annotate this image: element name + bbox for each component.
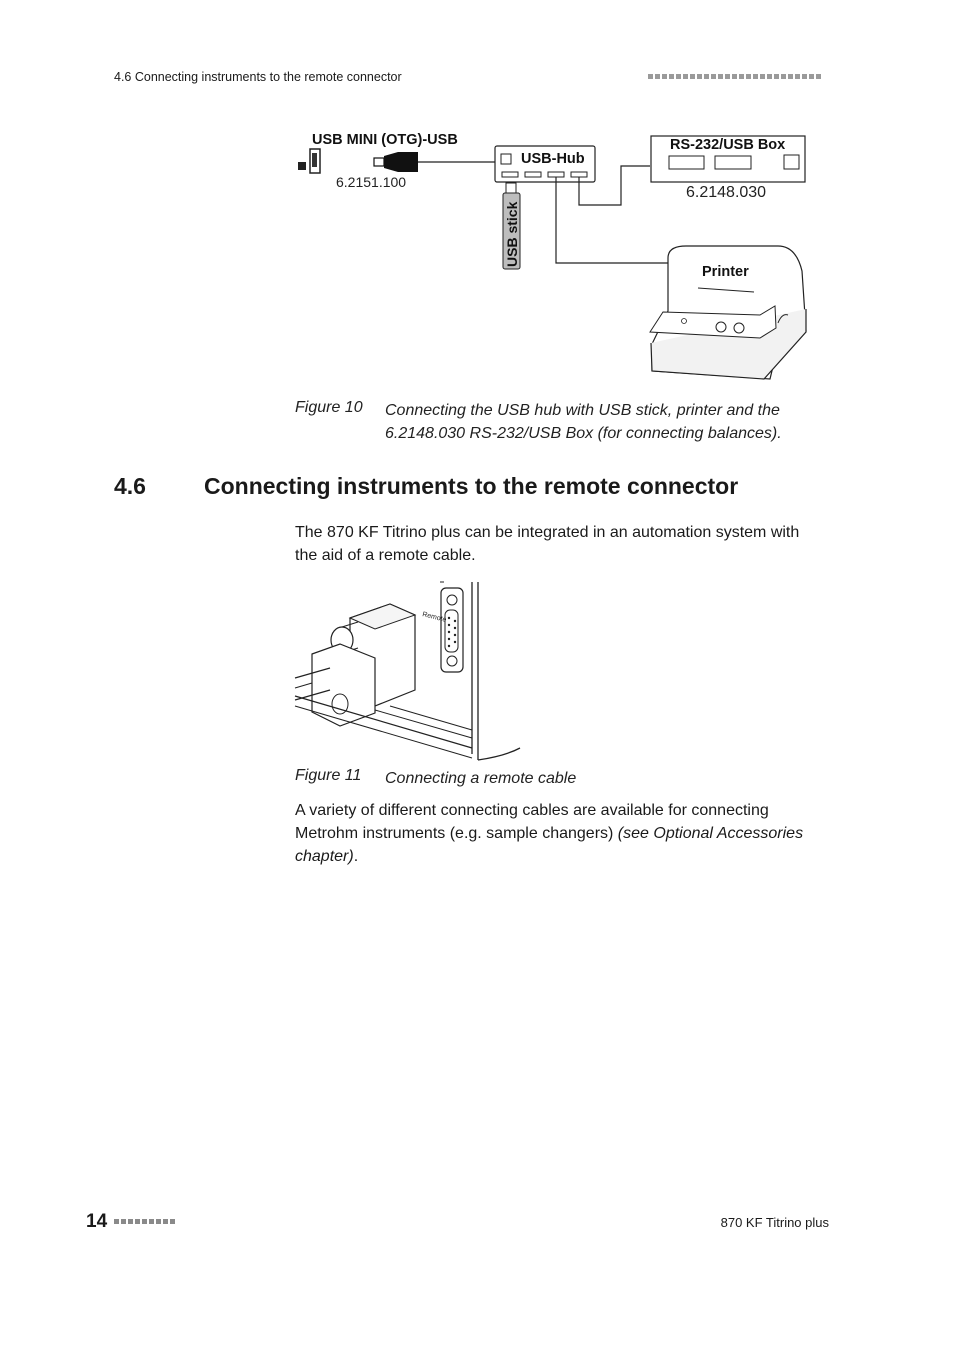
page-number: 14 bbox=[86, 1211, 108, 1232]
hub-label: USB-Hub bbox=[521, 151, 585, 167]
mini-usb-port-icon bbox=[298, 149, 320, 173]
cables-paragraph-text: A variety of different connecting cables are available for connecting Metrohm instruments (e.g. sample changers) bbox=[295, 802, 769, 842]
figure-11-label: Figure 11 bbox=[295, 767, 362, 784]
cables-paragraph bbox=[295, 799, 815, 868]
product-name: 870 KF Titrino plus bbox=[720, 1215, 829, 1230]
box-label: RS-232/USB Box bbox=[670, 137, 786, 153]
header-decoration bbox=[648, 74, 821, 79]
footer-decoration bbox=[114, 1219, 175, 1224]
section-title: Connecting instruments to the remote connector bbox=[204, 473, 739, 499]
box-part-number: 6.2148.030 bbox=[686, 184, 767, 201]
cables-paragraph-end: . bbox=[353, 848, 359, 865]
remote-port-icon bbox=[441, 588, 463, 672]
usb-cable-plug-icon bbox=[374, 152, 418, 172]
section-number: 4.6 bbox=[114, 473, 146, 499]
figure-11-text: Connecting a remote cable bbox=[385, 770, 577, 787]
cable-label: USB MINI (OTG)-USB bbox=[312, 132, 458, 148]
remote-label: Remote bbox=[421, 611, 447, 624]
intro-paragraph: The 870 KF Titrino plus can be integrated in an automation system with the aid of a remote cable. bbox=[295, 524, 800, 564]
printer-label: Printer bbox=[702, 264, 749, 280]
running-header: 4.6 Connecting instruments to the remote connector bbox=[114, 70, 402, 84]
cable-part-number: 6.2151.100 bbox=[336, 174, 407, 190]
figure-10-text: Connecting the USB hub with USB stick, printer and the 6.2148.030 RS-232/USB Box (for connecting balances). bbox=[385, 402, 782, 442]
accessories-reference: (see Optional Accessories chapter) bbox=[295, 825, 804, 865]
figure-10-label: Figure 10 bbox=[295, 399, 363, 416]
usb-hub-diagram bbox=[290, 125, 820, 385]
usb-stick-label: USB stick bbox=[504, 201, 520, 267]
remote-cable-diagram bbox=[290, 578, 530, 768]
